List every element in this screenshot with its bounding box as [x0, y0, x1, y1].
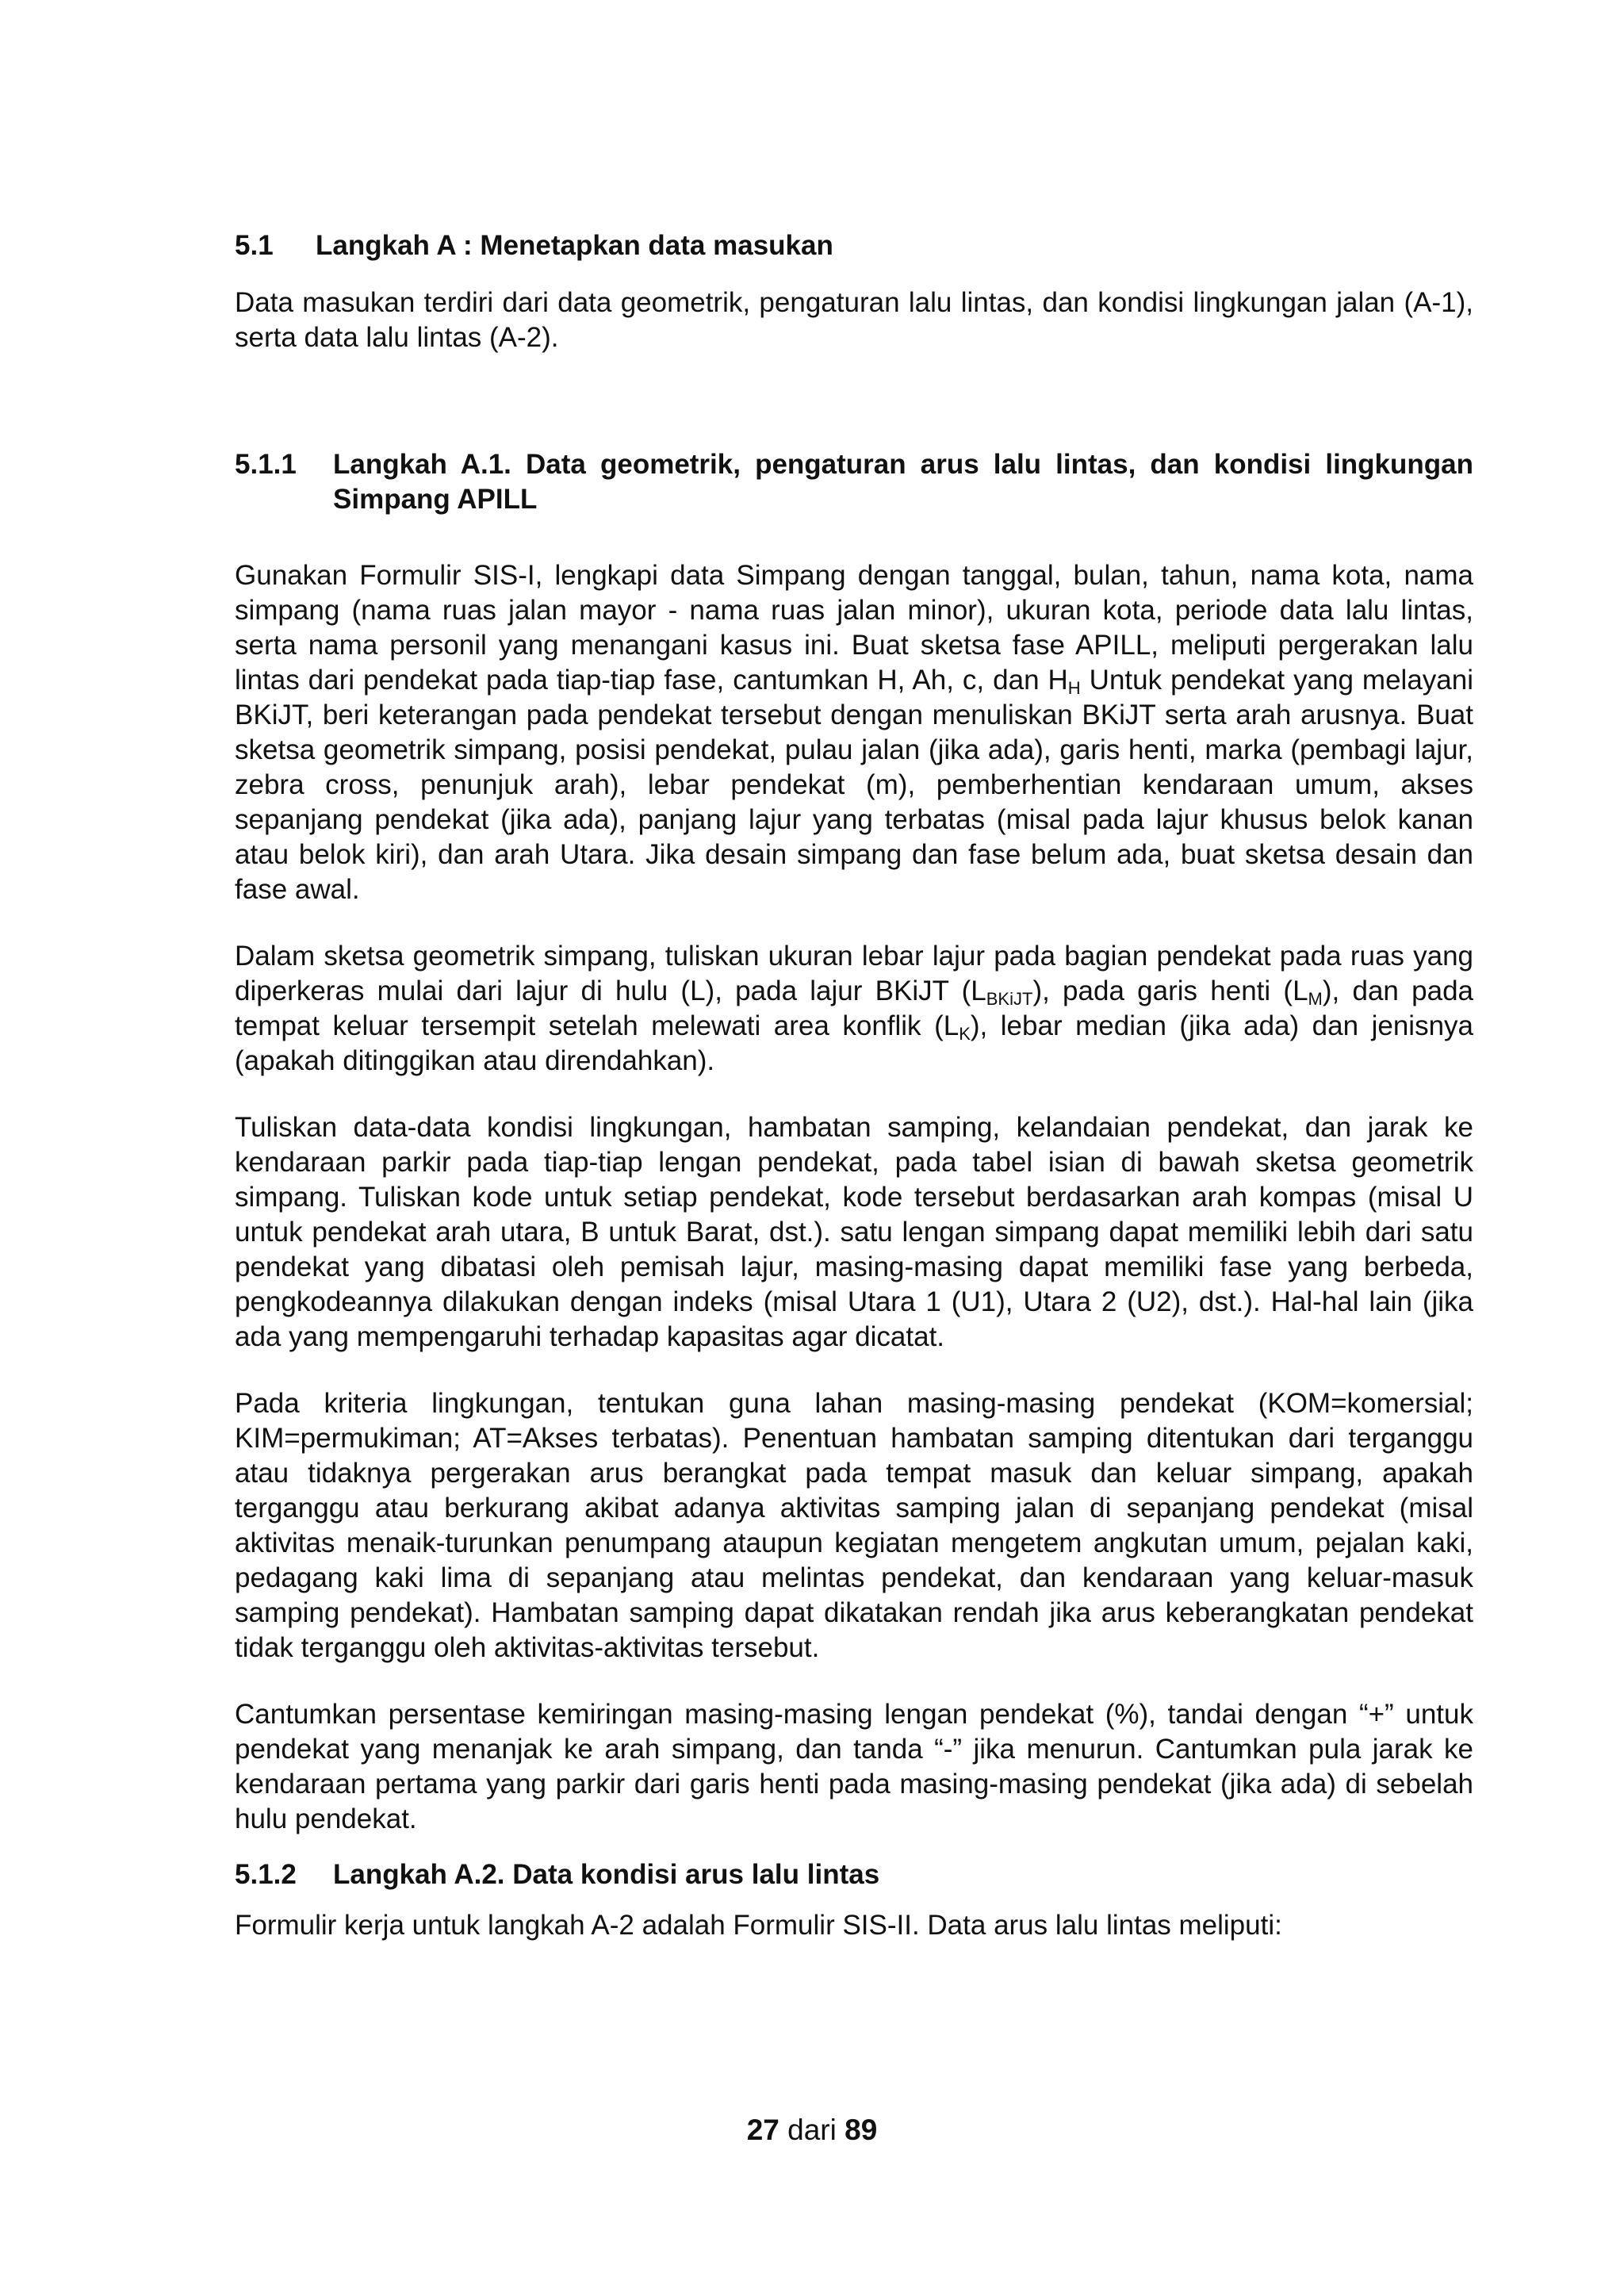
page-content — [235, 228, 1473, 1943]
heading-5-1 — [235, 228, 1473, 263]
heading-5-1-1 — [235, 447, 1473, 517]
paragraph-5-1: Data masukan terdiri dari data geometrik, pengaturan lalu lintas, dan kondisi lingkungan jalan (A-1), serta data lalu lintas (A-2). — [235, 287, 1473, 353]
paragraph-environment-criteria: Pada kriteria lingkungan, tentukan guna lahan masing-masing pendekat (KOM=komersial; KIM=permukiman; AT=Akses terbatas). Penentuan hambatan samping ditentukan dari terganggu atau tidaknya pergerakan arus berangkat pada tempat masuk dan keluar simpang, apakah terganggu atau berkurang akibat adanya aktivitas samping jalan di sepanjang pendekat (misal aktivitas menaik-turunkan penumpang ataupun kegiatan mengetem angkutan umum, pejalan kaki, pedagang kaki lima di sepanjang atau melintas pendekat, dan kendaraan yang keluar-masuk samping pendekat). Hambatan samping dapat dikatakan rendah jika arus keberangkatan pendekat tidak terganggu oleh aktivitas-aktivitas tersebut. — [235, 1388, 1473, 1663]
page-number — [0, 2113, 1624, 2148]
paragraph-5-1-2: Formulir kerja untuk langkah A-2 adalah Formulir SIS-II. Data arus lalu lintas meliputi: — [235, 1910, 1282, 1941]
page-total: 89 — [845, 2114, 878, 2146]
paragraph-environment-data: Tuliskan data-data kondisi lingkungan, hambatan samping, kelandaian pendekat, dan jarak ke kendaraan parkir pada tiap-tiap lengan pendekat, pada tabel isian di bawah sketsa geometrik simpang. Tuliskan kode untuk setiap pendekat, kode tersebut berdasarkan arah kompas (misal U untuk pendekat arah utara, B untuk Barat, dst.). satu lengan simpang dapat memiliki lebih dari satu pendekat yang dibatasi oleh pemisah lajur, masing-masing dapat memiliki fase yang berbeda, pengkodeannya dilakukan dengan indeks (misal Utara 1 (U1), Utara 2 (U2), dst.). Hal-hal lain (jika ada yang mempengaruhi terhadap kapasitas agar dicatat. — [235, 1112, 1473, 1352]
heading-5-1-2 — [235, 1857, 1473, 1892]
heading-5-1-number: 5.1 — [235, 230, 274, 261]
heading-5-1-2-number: 5.1.2 — [235, 1859, 297, 1890]
heading-5-1-1-title: Langkah A.1. Data geometrik, pengaturan arus lalu lintas, dan kondisi lingkungan Simpang APILL — [333, 449, 1473, 515]
paragraph-lane-width: Dalam sketsa geometrik simpang, tuliskan ukuran lebar lajur pada bagian pendekat pada ruas yang diperkeras mulai dari lajur di hulu (L), pada lajur BKiJT $(L_{BKiJT})$, pada garis henti $(L_M)$, dan pada tempat keluar tersempit setelah melewati area konflik $(L_K)$, lebar median (jika ada) dan jenisnya (apakah ditinggikan atau direndahkan). — [235, 941, 1474, 1076]
heading-5-1-2-title: Langkah A.2. Data kondisi arus lalu lintas — [333, 1859, 880, 1890]
page-current: 27 — [746, 2114, 779, 2146]
paragraph-sis-1: Gunakan Formulir SIS-I, lengkapi data Simpang dengan tanggal, bulan, tahun, nama kota, nama simpang (nama ruas jalan mayor - nama ruas jalan minor), ukuran kota, periode data lalu lintas, serta nama personil yang menangani kasus ini. Buat sketsa fase APILL, meliputi pergerakan lalu lintas dari pendekat pada tiap-tiap fase, cantumkan H, Ah, c, dan $H_H$ Untuk pendekat yang melayani BKiJT, beri keterangan pada pendekat tersebut dengan menuliskan BKiJT serta arah arusnya. Buat sketsa geometrik simpang, posisi pendekat, pulau jalan (jika ada), garis henti, marka (pembagi lajur, zebra cross, penunjuk arah), lebar pendekat (m), pemberhentian kendaraan umum, akses sepanjang pendekat (jika ada), panjang lajur yang terbatas (misal pada lajur khusus belok kanan atau belok kiri), dan arah Utara. Jika desain simpang dan fase belum ada, buat sketsa desain dan fase awal. — [235, 560, 1474, 905]
heading-5-1-1-number: 5.1.1 — [235, 449, 297, 480]
heading-5-1-title: Langkah A : Menetapkan data masukan — [316, 230, 833, 261]
paragraph-slope: Cantumkan persentase kemiringan masing-masing lengan pendekat (%), tandai dengan “+” untuk pendekat yang menanjak ke arah simpang, dan tanda “-” jika menurun. Cantumkan pula jarak ke kendaraan pertama yang parkir dari garis henti pada masing-masing pendekat (jika ada) di sebelah hulu pendekat. — [235, 1699, 1473, 1834]
page-separator: dari — [779, 2114, 845, 2146]
